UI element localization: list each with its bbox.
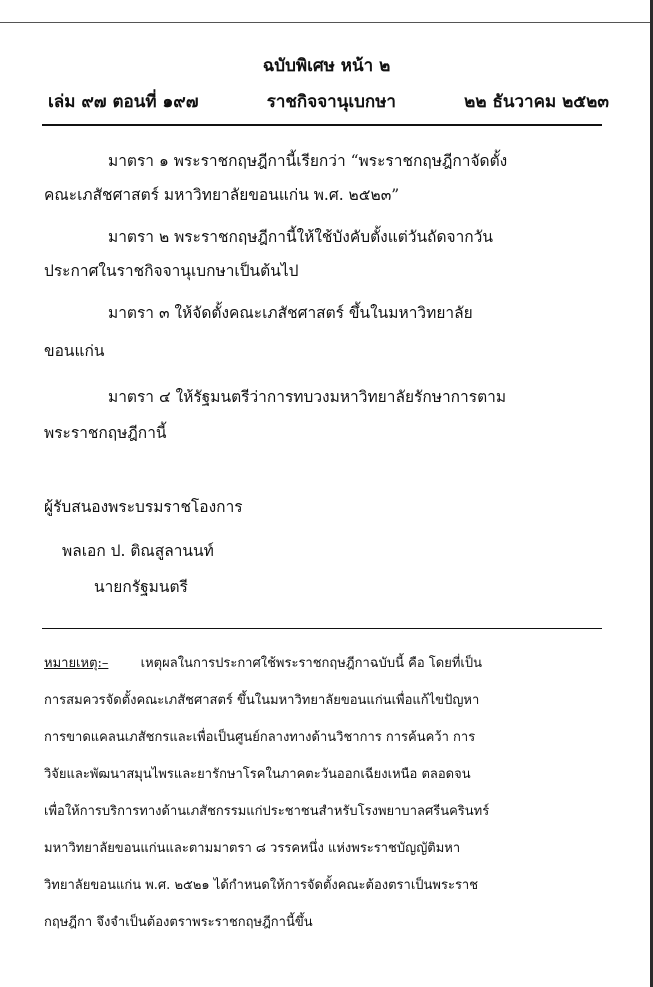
signatory-name: พลเอก ป. ติณสูลานนท์ bbox=[62, 542, 214, 560]
note-line-3: การขาดแคลนเภสัชกรและเพื่อเป็นศูนย์กลางทางด้านวิชาการ การค้นคว้า การ bbox=[44, 730, 476, 745]
signatory-title: นายกรัฐมนตรี bbox=[94, 578, 188, 596]
section-1-text-1: มาตรา ๑ พระราชกฤษฎีกานี้เรียกว่า “พระราชกฤษฎีกาจัดตั้ง bbox=[108, 152, 508, 170]
countersign-label: ผู้รับสนองพระบรมราชโองการ bbox=[44, 498, 243, 516]
section-1-line-2: คณะเภสัชศาสตร์ มหาวิทยาลัยขอนแก่น พ.ศ. ๒๕๒๓” bbox=[44, 186, 400, 204]
section-3-line-1: มาตรา ๓ ให้จัดตั้งคณะเภสัชศาสตร์ ขึ้นในมหาวิทยาลัย bbox=[108, 304, 473, 322]
note-line-7: วิทยาลัยขอนแก่น พ.ศ. ๒๕๒๑ ได้กำหนดให้การจัดตั้งคณะต้องตราเป็นพระราช bbox=[44, 878, 479, 893]
note-line-8: กฤษฎีกา จึงจำเป็นต้องตราพระราชกฤษฎีกานี้ขึ้น bbox=[44, 915, 313, 930]
note-line-2: การสมควรจัดตั้งคณะเภสัชศาสตร์ ขึ้นในมหาวิทยาลัยขอนแก่นเพื่อแก้ไขปัญหา bbox=[44, 693, 480, 708]
gazette-header bbox=[48, 88, 609, 115]
section-2-line-1: มาตรา ๒ พระราชกฤษฎีกานี้ให้ใช้บังคับตั้งแต่วันถัดจากวัน bbox=[108, 228, 493, 246]
header-rule bbox=[42, 124, 602, 126]
note-label: หมายเหตุ:– bbox=[44, 656, 109, 671]
special-edition-title: ฉบับพิเศษ หน้า ๒ bbox=[262, 56, 391, 76]
section-4-line-2: พระราชกฤษฎีกานี้ bbox=[44, 424, 167, 442]
issue-date: ๒๒ ธันวาคม ๒๕๒๓ bbox=[464, 92, 609, 112]
note-line-6: มหาวิทยาลัยขอนแก่นและตามมาตรา ๘ วรรคหนึ่ง แห่งพระราชบัญญัติมหา bbox=[44, 841, 461, 856]
note-rule bbox=[42, 628, 602, 629]
section-3-line-2: ขอนแก่น bbox=[44, 342, 105, 360]
note-line-1 bbox=[44, 652, 592, 673]
note-text-1: เหตุผลในการประกาศใช้พระราชกฤษฎีกาฉบับนี้ คือ โดยที่เป็น bbox=[140, 656, 482, 671]
volume-issue: เล่ม ๙๗ ตอนที่ ๑๙๗ bbox=[48, 92, 199, 112]
section-2-line-2: ประกาศในราชกิจจานุเบกษาเป็นต้นไป bbox=[44, 262, 299, 280]
section-1-line-1 bbox=[108, 148, 592, 173]
section-4-line-1: มาตรา ๔ ให้รัฐมนตรีว่าการทบวงมหาวิทยาลัยรักษาการตาม bbox=[108, 388, 507, 406]
scan-edge-line bbox=[0, 22, 653, 23]
note-line-5: เพื่อให้การบริการทางด้านเภสัชกรรมแก่ประชาชนสำหรับโรงพยาบาลศรีนครินทร์ bbox=[44, 804, 490, 819]
gazette-name: ราชกิจจานุเบกษา bbox=[266, 92, 396, 112]
note-line-4: วิจัยและพัฒนาสมุนไพรและยารักษาโรคในภาคตะวันออกเฉียงเหนือ ตลอดจน bbox=[44, 767, 471, 782]
